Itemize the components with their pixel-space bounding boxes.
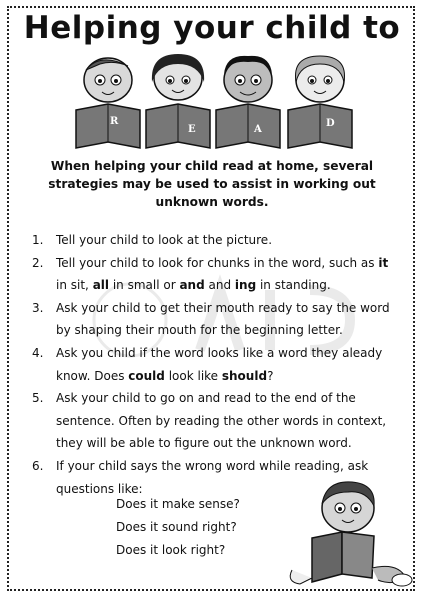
list-text: in sit, bbox=[56, 278, 93, 293]
bold-word: it bbox=[378, 255, 389, 270]
question-line: Does it sound right? bbox=[116, 520, 237, 534]
page-title: Helping your child to bbox=[23, 10, 401, 46]
list-text: Tell your child to look at the picture. bbox=[56, 233, 273, 247]
bold-word: should bbox=[221, 368, 268, 383]
boy-reading-illustration bbox=[282, 478, 416, 590]
question-line: Does it make sense? bbox=[116, 497, 240, 511]
book-letter: A bbox=[254, 124, 262, 135]
list-item bbox=[30, 252, 402, 297]
bold-word: ing bbox=[234, 278, 257, 293]
list-item bbox=[30, 342, 402, 387]
list-number: 1. bbox=[32, 233, 44, 247]
child-reading-1 bbox=[76, 58, 140, 148]
book-letter: E bbox=[188, 124, 196, 135]
list-number: 6. bbox=[32, 458, 44, 473]
child-reading-3 bbox=[216, 56, 280, 148]
bold-word: and bbox=[179, 278, 205, 293]
child-reading-4 bbox=[288, 56, 352, 148]
list-number: 2. bbox=[32, 255, 44, 270]
list-text: Ask you child if the word looks like a word they aleady know. Does bbox=[56, 345, 383, 383]
bold-word: all bbox=[92, 278, 110, 293]
list-text: in standing. bbox=[256, 278, 331, 293]
list-text: Tell your child to look for chunks in the word, such as bbox=[56, 255, 379, 270]
book-letter: D bbox=[326, 118, 335, 129]
strategy-list bbox=[30, 229, 402, 500]
list-item bbox=[30, 229, 402, 252]
list-number: 4. bbox=[32, 345, 44, 360]
list-text: and bbox=[204, 278, 235, 293]
intro-text: When helping your child read at home, several strategies may be used to assist in working out unknown words. bbox=[48, 159, 376, 209]
list-item bbox=[30, 387, 402, 455]
book-letter: R bbox=[110, 116, 119, 127]
list-text: ? bbox=[267, 368, 274, 383]
list-number: 5. bbox=[32, 391, 44, 406]
list-text: If your child says the wrong word while reading, ask questions like: bbox=[56, 458, 369, 496]
question-line: Does it look right? bbox=[116, 543, 226, 557]
list-text: Ask your child to go on and read to the end of the sentence. Often by reading the other words in context, they will be able to figure out the unknown word. bbox=[56, 391, 387, 451]
list-text: look like bbox=[164, 368, 222, 383]
children-reading-illustration bbox=[70, 52, 360, 152]
bold-word: could bbox=[128, 368, 165, 383]
list-text: Ask your child to get their mouth ready to say the word by shaping their mouth for the beginning letter. bbox=[56, 300, 390, 338]
child-reading-2 bbox=[146, 54, 210, 148]
list-text: in small or bbox=[109, 278, 180, 293]
list-number: 3. bbox=[32, 300, 44, 315]
list-item bbox=[30, 297, 402, 342]
